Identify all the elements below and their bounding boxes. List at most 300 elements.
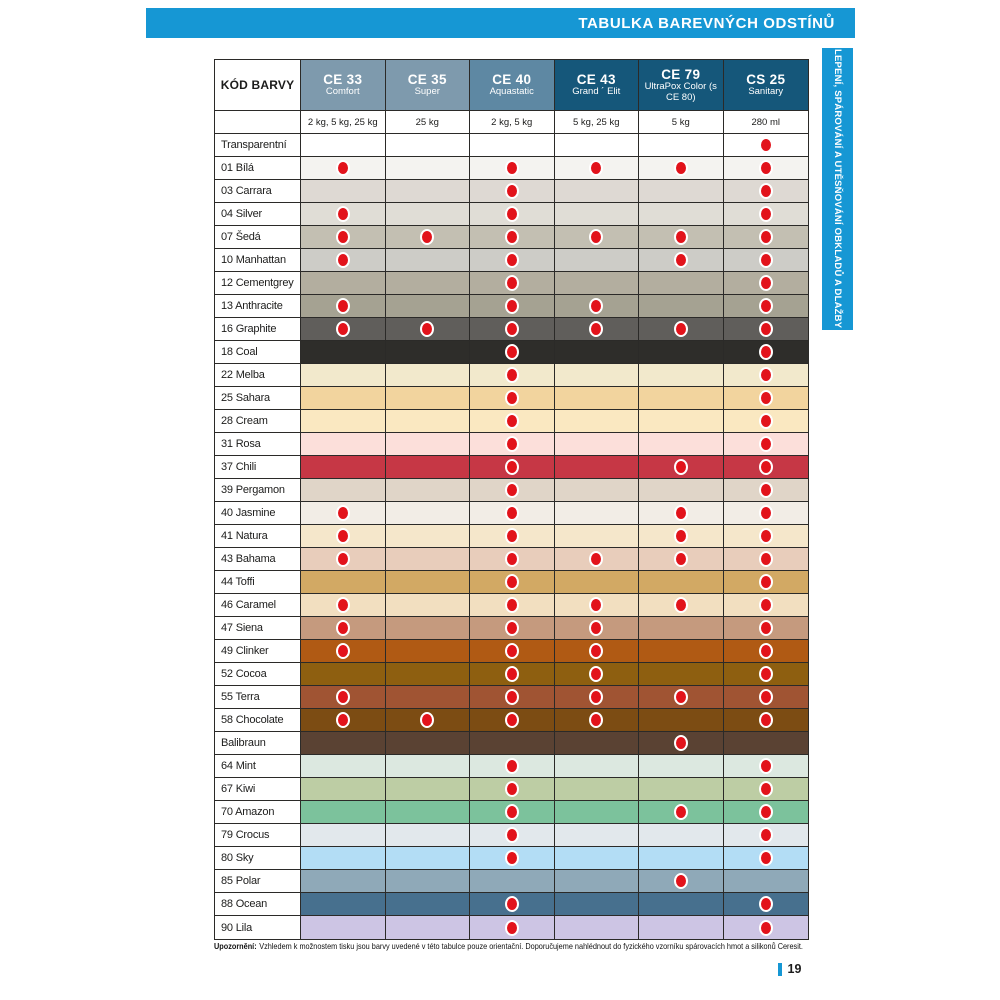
product-header-ce43 <box>555 60 640 111</box>
availability-dot <box>505 505 519 521</box>
color-cell <box>639 732 724 755</box>
availability-dot <box>336 505 350 521</box>
color-cell <box>301 571 386 594</box>
availability-dot <box>589 321 603 337</box>
availability-dot <box>336 551 350 567</box>
color-cell <box>639 571 724 594</box>
color-cell <box>301 525 386 548</box>
availability-dot <box>589 666 603 682</box>
color-cell <box>470 686 555 709</box>
color-cell <box>639 916 724 939</box>
product-name: UltraPox Color (s CE 80) <box>644 80 717 103</box>
row-label: 88 Ocean <box>215 893 301 916</box>
color-cell <box>639 295 724 318</box>
color-cell <box>724 249 809 272</box>
availability-dot <box>759 781 773 797</box>
availability-dot <box>674 873 688 889</box>
availability-dot <box>505 183 519 199</box>
page-number-bar <box>778 963 782 976</box>
product-header-ce35 <box>386 60 471 111</box>
availability-dot <box>505 920 519 936</box>
availability-dot <box>420 229 434 245</box>
color-cell <box>724 479 809 502</box>
color-cell <box>724 295 809 318</box>
product-code: CE 79 <box>661 66 701 82</box>
row-label: 12 Cementgrey <box>215 272 301 295</box>
availability-dot <box>505 344 519 360</box>
color-cell <box>555 272 640 295</box>
row-label: 04 Silver <box>215 203 301 226</box>
color-cell <box>555 525 640 548</box>
color-cell <box>724 801 809 824</box>
color-cell <box>301 709 386 732</box>
row-label: 47 Siena <box>215 617 301 640</box>
color-cell <box>470 824 555 847</box>
corner-header: KÓD BARVY <box>215 60 301 111</box>
color-cell <box>301 755 386 778</box>
color-cell <box>301 847 386 870</box>
color-cell <box>555 824 640 847</box>
color-cell <box>470 870 555 893</box>
row-label: Balibraun <box>215 732 301 755</box>
color-cell <box>470 295 555 318</box>
color-cell <box>470 732 555 755</box>
color-cell <box>639 709 724 732</box>
color-cell <box>386 824 471 847</box>
availability-dot <box>505 298 519 314</box>
row-label: 25 Sahara <box>215 387 301 410</box>
availability-dot <box>759 160 773 176</box>
availability-dot <box>589 620 603 636</box>
row-label: 46 Caramel <box>215 594 301 617</box>
availability-dot <box>589 298 603 314</box>
color-cell <box>639 870 724 893</box>
color-cell <box>386 295 471 318</box>
availability-dot <box>759 436 773 452</box>
color-cell <box>301 479 386 502</box>
availability-dot <box>505 827 519 843</box>
color-cell <box>639 663 724 686</box>
color-cell <box>386 870 471 893</box>
product-sizes: 280 ml <box>724 111 809 134</box>
color-cell <box>301 732 386 755</box>
availability-dot <box>759 850 773 866</box>
color-cell <box>555 916 640 939</box>
color-cell <box>724 893 809 916</box>
color-cell <box>301 801 386 824</box>
color-cell <box>555 364 640 387</box>
color-cell <box>724 157 809 180</box>
availability-dot <box>505 666 519 682</box>
color-cell <box>386 203 471 226</box>
color-cell <box>555 295 640 318</box>
color-cell <box>724 732 809 755</box>
availability-dot <box>674 735 688 751</box>
color-cell <box>470 640 555 663</box>
availability-dot <box>505 804 519 820</box>
row-label: 01 Bílá <box>215 157 301 180</box>
availability-dot <box>759 804 773 820</box>
availability-dot <box>674 528 688 544</box>
availability-dot <box>674 160 688 176</box>
availability-dot <box>505 896 519 912</box>
availability-dot <box>759 229 773 245</box>
color-cell <box>639 364 724 387</box>
product-sizes: 5 kg <box>639 111 724 134</box>
color-cell <box>301 272 386 295</box>
availability-dot <box>420 321 434 337</box>
color-cell <box>555 801 640 824</box>
color-cell <box>386 571 471 594</box>
product-name: Aquastatic <box>489 86 534 98</box>
color-cell <box>386 594 471 617</box>
availability-dot <box>759 459 773 475</box>
color-cell <box>555 686 640 709</box>
color-cell <box>724 180 809 203</box>
product-name: Grand ´ Elit <box>572 86 621 98</box>
color-cell <box>301 640 386 663</box>
color-cell <box>301 893 386 916</box>
footnote <box>214 941 803 951</box>
color-cell <box>724 594 809 617</box>
availability-dot <box>505 758 519 774</box>
color-cell <box>470 456 555 479</box>
availability-dot <box>759 620 773 636</box>
color-cell <box>386 893 471 916</box>
color-cell <box>555 433 640 456</box>
color-cell <box>555 755 640 778</box>
availability-dot <box>505 390 519 406</box>
color-cell <box>724 525 809 548</box>
color-cell <box>724 410 809 433</box>
row-label: 85 Polar <box>215 870 301 893</box>
row-label: 03 Carrara <box>215 180 301 203</box>
availability-dot <box>759 390 773 406</box>
row-label: 07 Šedá <box>215 226 301 249</box>
availability-dot <box>759 896 773 912</box>
row-label: 39 Pergamon <box>215 479 301 502</box>
color-cell <box>301 410 386 433</box>
row-label: 43 Bahama <box>215 548 301 571</box>
color-cell <box>301 778 386 801</box>
color-cell <box>301 249 386 272</box>
availability-dot <box>336 643 350 659</box>
row-label: 13 Anthracite <box>215 295 301 318</box>
availability-dot <box>336 597 350 613</box>
color-cell <box>555 870 640 893</box>
color-cell <box>301 295 386 318</box>
availability-dot <box>336 229 350 245</box>
color-cell <box>639 341 724 364</box>
color-cell <box>639 456 724 479</box>
product-sizes: 2 kg, 5 kg <box>470 111 555 134</box>
color-cell <box>386 709 471 732</box>
color-cell <box>724 755 809 778</box>
color-cell <box>724 272 809 295</box>
color-cell <box>301 548 386 571</box>
availability-dot <box>336 206 350 222</box>
row-label: 90 Lila <box>215 916 301 939</box>
color-cell <box>555 226 640 249</box>
color-cell <box>724 341 809 364</box>
color-cell <box>386 755 471 778</box>
availability-dot <box>505 574 519 590</box>
color-cell <box>639 525 724 548</box>
color-cell <box>555 709 640 732</box>
color-cell <box>301 617 386 640</box>
availability-dot <box>589 712 603 728</box>
color-cell <box>724 318 809 341</box>
color-cell <box>724 663 809 686</box>
product-name: Comfort <box>325 86 360 98</box>
color-cell <box>724 571 809 594</box>
availability-dot <box>674 597 688 613</box>
color-cell <box>301 387 386 410</box>
color-cell <box>470 502 555 525</box>
product-code: CS 25 <box>746 72 786 88</box>
page-title: TABULKA BAREVNÝCH ODSTÍNŮ <box>578 14 835 32</box>
sizes-row-label-cell <box>215 111 301 134</box>
color-cell <box>301 686 386 709</box>
color-cell <box>724 686 809 709</box>
color-cell <box>724 364 809 387</box>
availability-dot <box>759 666 773 682</box>
color-cell <box>555 249 640 272</box>
color-cell <box>639 203 724 226</box>
color-cell <box>470 226 555 249</box>
row-label: 55 Terra <box>215 686 301 709</box>
availability-dot <box>759 758 773 774</box>
availability-dot <box>505 229 519 245</box>
color-cell <box>639 502 724 525</box>
product-sizes: 5 kg, 25 kg <box>555 111 640 134</box>
color-cell <box>386 778 471 801</box>
color-cell <box>470 847 555 870</box>
color-cell <box>724 548 809 571</box>
color-cell <box>639 180 724 203</box>
availability-dot <box>589 643 603 659</box>
color-cell <box>639 410 724 433</box>
color-cell <box>555 456 640 479</box>
color-cell <box>555 640 640 663</box>
page-number <box>778 962 801 976</box>
row-label: 49 Clinker <box>215 640 301 663</box>
availability-dot <box>759 137 773 153</box>
color-cell <box>724 824 809 847</box>
color-cell <box>386 479 471 502</box>
color-cell <box>386 433 471 456</box>
row-label: 10 Manhattan <box>215 249 301 272</box>
product-header-ce79 <box>639 60 724 111</box>
color-cell <box>639 847 724 870</box>
color-cell <box>639 548 724 571</box>
color-cell <box>386 134 471 157</box>
product-sizes: 25 kg <box>386 111 471 134</box>
availability-dot <box>505 850 519 866</box>
color-cell <box>386 456 471 479</box>
color-cell <box>470 525 555 548</box>
color-cell <box>724 778 809 801</box>
availability-dot <box>674 459 688 475</box>
color-cell <box>470 249 555 272</box>
color-cell <box>470 755 555 778</box>
color-cell <box>724 433 809 456</box>
color-cell <box>301 157 386 180</box>
availability-dot <box>759 528 773 544</box>
row-label: 16 Graphite <box>215 318 301 341</box>
color-cell <box>724 456 809 479</box>
color-cell <box>301 594 386 617</box>
availability-dot <box>505 597 519 613</box>
product-name: Sanitary <box>748 86 784 98</box>
row-label: Transparentní <box>215 134 301 157</box>
availability-dot <box>505 459 519 475</box>
color-cell <box>555 203 640 226</box>
availability-dot <box>674 804 688 820</box>
availability-dot <box>674 505 688 521</box>
color-cell <box>470 709 555 732</box>
row-label: 64 Mint <box>215 755 301 778</box>
availability-dot <box>420 712 434 728</box>
color-cell <box>639 755 724 778</box>
color-cell <box>470 617 555 640</box>
availability-dot <box>759 413 773 429</box>
color-cell <box>301 180 386 203</box>
color-cell <box>470 433 555 456</box>
page-title-banner <box>146 8 855 38</box>
availability-dot <box>759 321 773 337</box>
color-cell <box>470 916 555 939</box>
color-cell <box>386 847 471 870</box>
availability-dot <box>505 252 519 268</box>
availability-dot <box>759 597 773 613</box>
color-cell <box>639 134 724 157</box>
color-cell <box>301 663 386 686</box>
availability-dot <box>505 206 519 222</box>
availability-dot <box>759 643 773 659</box>
color-cell <box>386 318 471 341</box>
color-cell <box>386 525 471 548</box>
color-cell <box>470 318 555 341</box>
color-cell <box>386 272 471 295</box>
color-cell <box>386 732 471 755</box>
row-label: 40 Jasmine <box>215 502 301 525</box>
availability-dot <box>336 298 350 314</box>
color-cell <box>386 502 471 525</box>
color-cell <box>386 180 471 203</box>
color-cell <box>639 479 724 502</box>
product-sizes: 2 kg, 5 kg, 25 kg <box>301 111 386 134</box>
color-cell <box>301 870 386 893</box>
color-cell <box>555 847 640 870</box>
row-label: 67 Kiwi <box>215 778 301 801</box>
color-cell <box>386 801 471 824</box>
product-code: CE 35 <box>407 72 447 88</box>
availability-dot <box>336 160 350 176</box>
product-code: CE 33 <box>323 72 363 88</box>
color-cell <box>639 778 724 801</box>
availability-dot <box>336 252 350 268</box>
color-cell <box>386 157 471 180</box>
color-cell <box>386 226 471 249</box>
color-cell <box>724 847 809 870</box>
color-cell <box>639 318 724 341</box>
color-cell <box>470 663 555 686</box>
color-cell <box>724 502 809 525</box>
availability-dot <box>674 689 688 705</box>
color-cell <box>470 387 555 410</box>
availability-dot <box>505 781 519 797</box>
color-cell <box>301 433 386 456</box>
color-cell <box>555 617 640 640</box>
row-label: 18 Coal <box>215 341 301 364</box>
color-cell <box>301 456 386 479</box>
color-cell <box>470 571 555 594</box>
color-cell <box>639 893 724 916</box>
color-cell <box>639 157 724 180</box>
color-cell <box>470 134 555 157</box>
color-cell <box>555 180 640 203</box>
color-cell <box>470 479 555 502</box>
color-cell <box>555 594 640 617</box>
color-cell <box>639 824 724 847</box>
color-cell <box>639 640 724 663</box>
product-code: CE 43 <box>576 72 616 88</box>
color-cell <box>555 318 640 341</box>
color-cell <box>470 410 555 433</box>
availability-dot <box>759 505 773 521</box>
availability-dot <box>759 183 773 199</box>
color-cell <box>639 249 724 272</box>
color-cell <box>639 226 724 249</box>
availability-dot <box>589 597 603 613</box>
row-label: 80 Sky <box>215 847 301 870</box>
availability-dot <box>505 712 519 728</box>
color-cell <box>386 640 471 663</box>
availability-dot <box>759 482 773 498</box>
color-cell <box>470 778 555 801</box>
color-cell <box>555 410 640 433</box>
color-cell <box>386 686 471 709</box>
availability-dot <box>759 920 773 936</box>
color-cell <box>301 916 386 939</box>
availability-dot <box>505 551 519 567</box>
color-cell <box>724 134 809 157</box>
availability-dot <box>505 689 519 705</box>
availability-dot <box>674 229 688 245</box>
color-cell <box>555 893 640 916</box>
availability-dot <box>589 689 603 705</box>
availability-dot <box>589 551 603 567</box>
color-cell <box>724 226 809 249</box>
availability-dot <box>759 574 773 590</box>
color-cell <box>301 226 386 249</box>
availability-dot <box>759 367 773 383</box>
availability-dot <box>759 712 773 728</box>
availability-dot <box>505 643 519 659</box>
color-cell <box>724 709 809 732</box>
color-cell <box>470 801 555 824</box>
color-cell <box>555 134 640 157</box>
row-label: 44 Toffi <box>215 571 301 594</box>
availability-dot <box>759 298 773 314</box>
color-cell <box>386 916 471 939</box>
availability-dot <box>674 252 688 268</box>
color-cell <box>470 341 555 364</box>
color-cell <box>470 548 555 571</box>
row-label: 79 Crocus <box>215 824 301 847</box>
row-label: 70 Amazon <box>215 801 301 824</box>
